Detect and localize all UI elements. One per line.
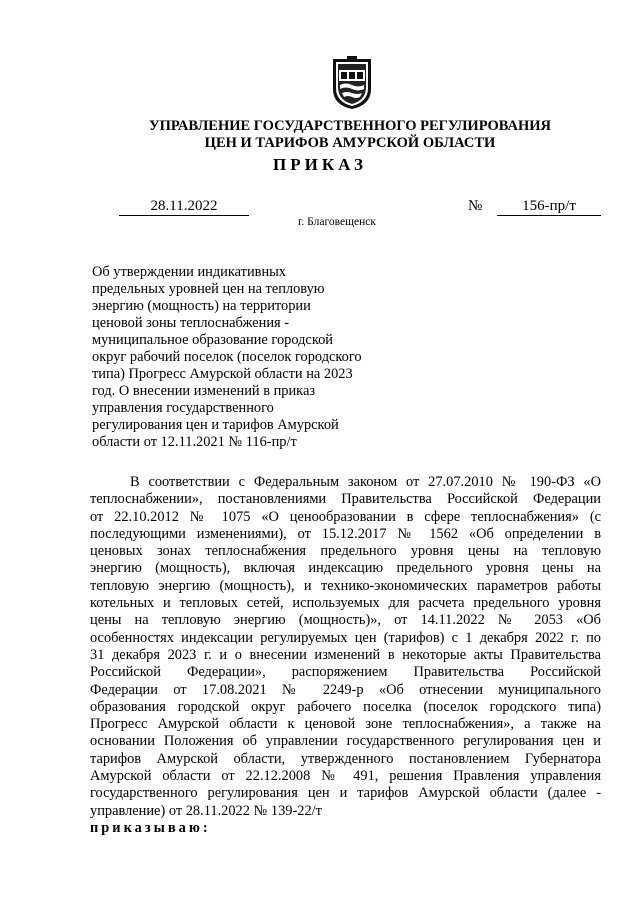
body-line: 31 декабря 2023 г. и о внесении изменений в некоторые акты Правительства <box>90 646 601 663</box>
subject-line: типа) Прогресс Амурской области на 2023 <box>92 366 353 382</box>
body-line: основании Положения об управлении государственного регулирования цен и <box>90 733 601 750</box>
subject-line: предельных уровней цен на тепловую <box>92 281 325 297</box>
document-number: 156-пр/т <box>497 198 601 216</box>
body-line: ценовых зонах теплоснабжения предельного уровня цены на тепловую <box>90 543 601 560</box>
document-date: 28.11.2022 <box>119 198 249 216</box>
body-line: последующими изменениями), от 15.12.2017 № 1562 «Об определении в <box>90 525 601 542</box>
body-line: Российской Федерации», распоряжением Правительства Российской <box>90 664 601 681</box>
body-line: образования городской округ рабочего поселка (поселок городского типа) <box>90 698 601 715</box>
subject-line: Об утверждении индикативных <box>92 264 287 280</box>
body-line: Прогресс Амурской области к ценовой зоне теплоснабжения», а также на <box>90 716 601 733</box>
subject-line: ценовой зоны теплоснабжения - <box>92 315 290 331</box>
number-sign: № <box>468 198 483 214</box>
body-paragraph <box>90 474 601 820</box>
subject-line: округ рабочий поселок (поселок городского <box>92 349 362 365</box>
coat-of-arms-icon <box>330 55 374 111</box>
subject-line: муниципальное образование городской <box>92 332 333 348</box>
body-line: управление) от 28.11.2022 № 139-22/т <box>90 802 322 819</box>
subject-line: области от 12.11.2021 № 116-пр/т <box>92 434 297 450</box>
city: г. Благовещенск <box>298 216 376 228</box>
subject-line: управления государственного <box>92 400 274 416</box>
document-type: ПРИКАЗ <box>273 155 367 174</box>
body-line: котельных и тепловых сетей, используемых для расчета предельного уровня <box>90 595 601 612</box>
body-line: энергию (мощность), включая индексацию предельного уровня цены на <box>90 560 601 577</box>
body-line: особенностях индексации регулируемых цен (тарифов) с 1 декабря 2022 г. по <box>90 629 601 646</box>
body-line: цены на тепловую энергию (мощность)», от 14.11.2022 № 2053 «Об <box>90 612 601 629</box>
body-line: Амурской области от 22.12.2008 № 491, решения Правления управления <box>90 768 601 785</box>
body-line: государственного регулирования цен и тарифов Амурской области (далее - <box>90 785 601 802</box>
order-word: приказываю: <box>90 820 211 836</box>
body-line: В соответствии с Федеральным законом от 27.07.2010 № 190-ФЗ «О <box>130 474 601 490</box>
body-line: тепловую энергию (мощность), и технико-экономических параметров работы <box>90 577 601 594</box>
subject-block <box>92 264 392 451</box>
body-line: от 22.10.2012 № 1075 «О ценообразовании в сфере теплоснабжения» (с <box>90 508 601 525</box>
subject-line: энергию (мощность) на территории <box>92 298 311 314</box>
subject-line: год. О внесении изменений в приказ <box>92 383 316 399</box>
organization-name-line2: ЦЕН И ТАРИФОВ АМУРСКОЙ ОБЛАСТИ <box>204 135 496 151</box>
body-line: Федерации от 17.08.2021 № 2249-р «Об отнесении муниципального <box>90 681 601 698</box>
subject-line: регулирования цен и тарифов Амурской <box>92 417 339 433</box>
body-line: теплоснабжении», постановлениями Правительства Российской Федерации <box>90 491 601 508</box>
body-line: тарифов Амурской области, утвержденного постановлением Губернатора <box>90 750 601 767</box>
organization-name-line1: УПРАВЛЕНИЕ ГОСУДАРСТВЕННОГО РЕГУЛИРОВАНИЯ <box>148 118 552 134</box>
